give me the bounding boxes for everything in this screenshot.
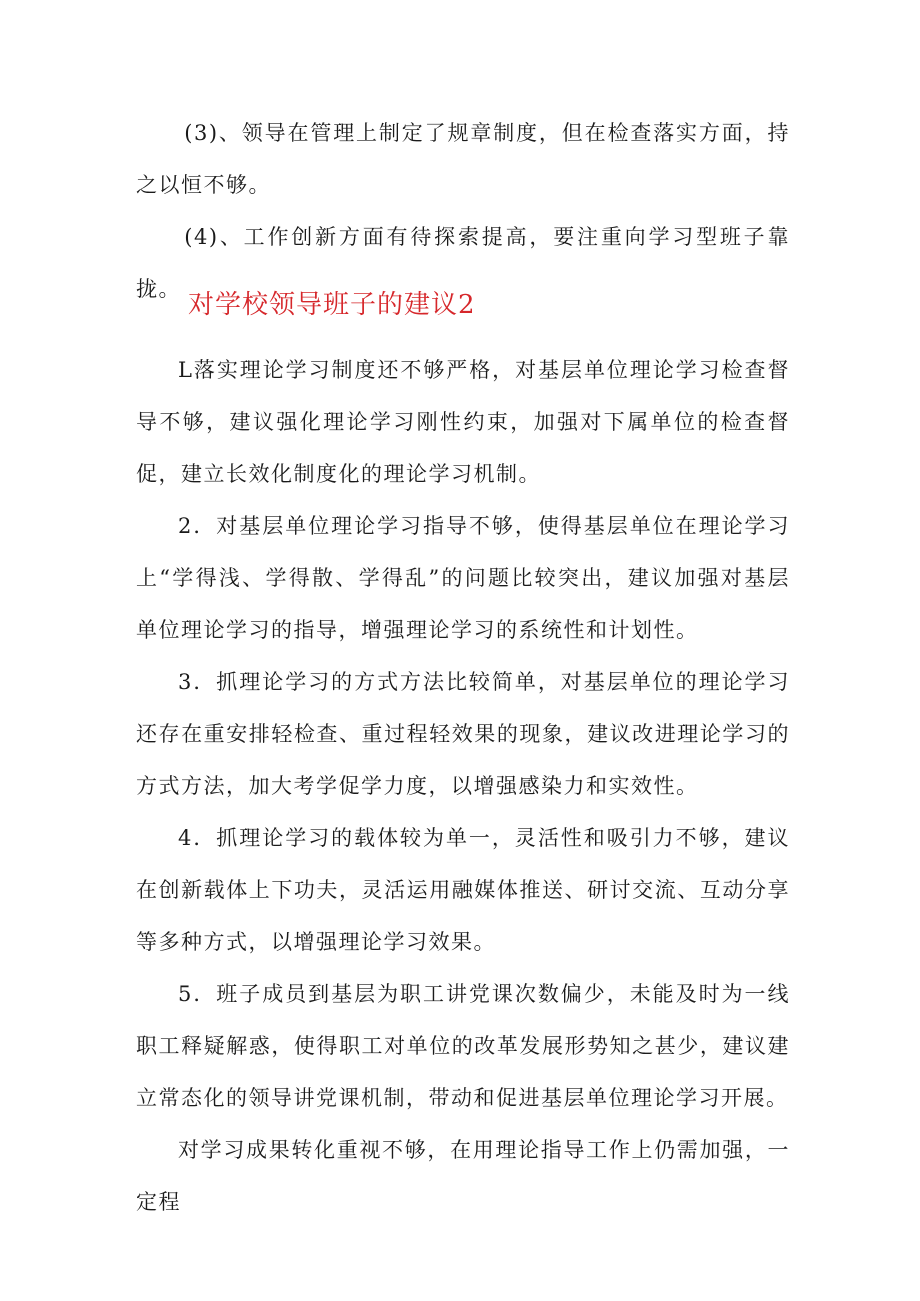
paragraph-suggestion-2: 2．对基层单位理论学习指导不够，使得基层单位在理论学习上“学得浅、学得散、学得乱”的问题比较突出，建议加强对基层单位理论学习的指导，增强理论学习的系统性和计划性。 [136, 514, 790, 642]
paragraph-item-3: (3)、领导在管理上制定了规章制度，但在检查落实方面，持之以恒不够。 [136, 121, 790, 197]
paragraph-item-4: (4)、工作创新方面有待探索提高，要注重向学习型班子靠拢。 [136, 225, 790, 301]
paragraph-suggestion-1: L落实理论学习制度还不够严格，对基层单位理论学习检查督导不够，建议强化理论学习刚性约束，加强对下属单位的检查督促，建立长效化制度化的理论学习机制。 [136, 358, 790, 486]
paragraph-suggestion-5: 5．班子成员到基层为职工讲党课次数偏少，未能及时为一线职工释疑解惑，使得职工对单位的改革发展形势知之甚少，建议建立常态化的领导讲党课机制，带动和促进基层单位理论学习开展。 [136, 982, 790, 1110]
paragraph-suggestion-3: 3．抓理论学习的方式方法比较简单，对基层单位的理论学习还存在重安排轻检查、重过程轻效果的现象，建议改进理论学习的方式方法，加大考学促学力度，以增强感染力和实效性。 [136, 670, 790, 798]
section-heading: 对学校领导班子的建议2 [188, 290, 476, 320]
paragraph-closing: 对学习成果转化重视不够，在用理论指导工作上仍需加强，一定程 [136, 1138, 790, 1214]
paragraph-suggestion-4: 4．抓理论学习的载体较为单一，灵活性和吸引力不够，建议在创新载体上下功夫，灵活运用融媒体推送、研讨交流、互动分享等多种方式，以增强理论学习效果。 [136, 826, 790, 954]
